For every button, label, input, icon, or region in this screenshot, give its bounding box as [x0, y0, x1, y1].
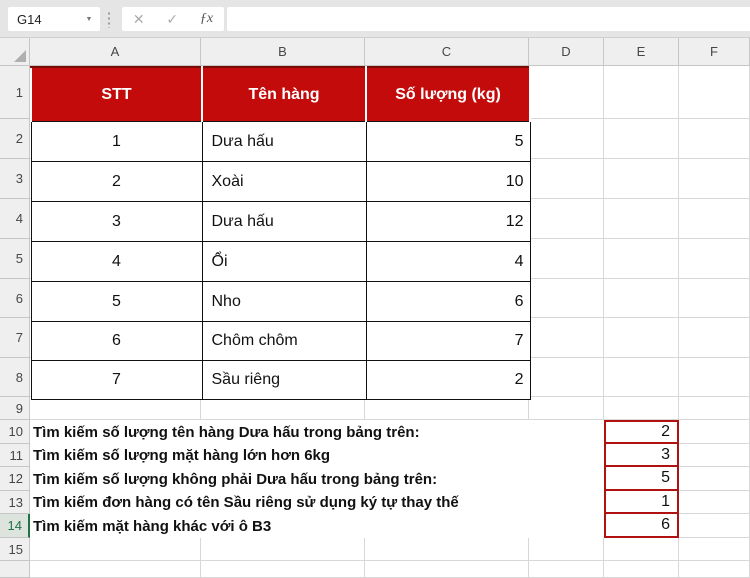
cell[interactable]	[679, 358, 750, 397]
answer-cell[interactable]: 3	[604, 442, 679, 467]
answer-cell[interactable]: 6	[604, 512, 679, 538]
row-header-9[interactable]: 9	[0, 397, 30, 420]
answer-cell[interactable]: 5	[604, 465, 679, 491]
cell[interactable]	[604, 358, 679, 397]
row-header-4[interactable]: 4	[0, 199, 30, 239]
cell[interactable]	[679, 239, 750, 279]
table-header-ten-hang[interactable]: Tên hàng	[202, 67, 366, 122]
table-cell[interactable]: 12	[366, 202, 530, 242]
column-header-e[interactable]: E	[604, 38, 679, 66]
row-header-2[interactable]: 2	[0, 119, 30, 159]
question-label[interactable]: Tìm kiếm mặt hàng khác với ô B3	[30, 514, 604, 538]
cell[interactable]	[529, 239, 604, 279]
cell[interactable]	[679, 514, 750, 538]
table-cell[interactable]: 5	[366, 122, 530, 162]
column-header-a[interactable]: A	[30, 38, 201, 66]
cell[interactable]	[365, 561, 529, 578]
cell[interactable]	[604, 538, 679, 561]
cell[interactable]	[679, 538, 750, 561]
cell[interactable]	[201, 397, 365, 420]
cell[interactable]	[679, 561, 750, 578]
answer-cell[interactable]: 1	[604, 489, 679, 514]
cell[interactable]	[679, 467, 750, 491]
cell[interactable]	[529, 199, 604, 239]
toolbar-separator-dots	[107, 11, 111, 28]
cell[interactable]	[679, 66, 750, 119]
name-box-value: G14	[17, 11, 42, 27]
column-header-c[interactable]: C	[365, 38, 529, 66]
cell[interactable]	[679, 159, 750, 199]
question-label[interactable]: Tìm kiếm đơn hàng có tên Sầu riêng sử dụng ký tự thay thế	[30, 491, 604, 514]
cell[interactable]	[604, 239, 679, 279]
cell[interactable]	[201, 538, 365, 561]
table-cell[interactable]: Ổi	[202, 242, 366, 282]
cell[interactable]	[679, 199, 750, 239]
cell[interactable]	[604, 397, 679, 420]
row-header-14[interactable]: 14	[0, 514, 30, 538]
cell[interactable]	[30, 538, 201, 561]
select-all-triangle-icon	[14, 50, 26, 62]
row-header-8[interactable]: 8	[0, 358, 30, 397]
table-row	[31, 122, 530, 162]
table-cell[interactable]: 4	[366, 242, 530, 282]
cell[interactable]	[365, 538, 529, 561]
table-cell[interactable]: Sầu riêng	[202, 361, 366, 400]
table-cell[interactable]: Dưa hấu	[202, 202, 366, 242]
formula-buttons	[122, 7, 224, 31]
question-label[interactable]: Tìm kiếm số lượng mặt hàng lớn hơn 6kg	[30, 444, 604, 467]
cell[interactable]	[365, 397, 529, 420]
row-header-13[interactable]: 13	[0, 491, 30, 514]
cell[interactable]	[604, 119, 679, 159]
table-cell[interactable]: 7	[31, 361, 202, 400]
row-header-partial[interactable]	[0, 561, 30, 578]
table-cell[interactable]: Nho	[202, 282, 366, 322]
column-header-b[interactable]: B	[201, 38, 365, 66]
question-label[interactable]: Tìm kiếm số lượng không phải Dưa hấu trong bảng trên:	[30, 467, 604, 491]
row-header-15[interactable]: 15	[0, 538, 30, 561]
cell[interactable]	[604, 159, 679, 199]
table-header-stt[interactable]: STT	[31, 67, 202, 122]
product-table	[30, 66, 531, 400]
column-header-d[interactable]: D	[529, 38, 604, 66]
cell[interactable]	[529, 561, 604, 578]
row-header-1[interactable]: 1	[0, 66, 30, 119]
table-cell[interactable]: 2	[366, 361, 530, 400]
cancel-icon[interactable]: ✕	[132, 10, 145, 27]
table-cell[interactable]: 6	[366, 282, 530, 322]
table-row	[31, 242, 530, 282]
table-cell[interactable]: 6	[31, 322, 202, 361]
table-row	[31, 162, 530, 202]
table-row	[31, 282, 530, 322]
insert-function-icon[interactable]: ƒx	[199, 11, 214, 26]
row-header-5[interactable]: 5	[0, 239, 30, 279]
table-cell[interactable]: 10	[366, 162, 530, 202]
table-header-so-luong[interactable]: Số lượng (kg)	[366, 67, 530, 122]
select-all-button[interactable]	[0, 38, 30, 66]
formula-toolbar	[0, 0, 750, 38]
row-header-12[interactable]: 12	[0, 467, 30, 491]
table-cell[interactable]: 7	[366, 322, 530, 361]
table-cell[interactable]: 1	[31, 122, 202, 162]
cell[interactable]	[529, 318, 604, 358]
table-cell[interactable]: Xoài	[202, 162, 366, 202]
table-cell[interactable]: 3	[31, 202, 202, 242]
cell[interactable]	[604, 561, 679, 578]
cell[interactable]	[30, 561, 201, 578]
cell[interactable]	[604, 199, 679, 239]
cell[interactable]	[679, 491, 750, 514]
row-header-3[interactable]: 3	[0, 159, 30, 199]
row-header-11[interactable]: 11	[0, 444, 30, 467]
table-cell[interactable]: 5	[31, 282, 202, 322]
question-label[interactable]: Tìm kiếm số lượng tên hàng Dưa hấu trong bảng trên:	[30, 420, 604, 444]
table-row	[31, 361, 530, 400]
name-box[interactable]	[8, 7, 100, 31]
cell[interactable]	[529, 66, 604, 119]
table-cell[interactable]: Chôm chôm	[202, 322, 366, 361]
cell[interactable]	[30, 397, 201, 420]
enter-icon[interactable]: ✓	[166, 10, 179, 27]
table-cell[interactable]: 2	[31, 162, 202, 202]
table-cell[interactable]: 4	[31, 242, 202, 282]
cell[interactable]	[679, 420, 750, 444]
cell[interactable]	[679, 119, 750, 159]
table-row	[31, 202, 530, 242]
cell[interactable]	[529, 397, 604, 420]
row-header-6[interactable]: 6	[0, 279, 30, 318]
column-header-f[interactable]: F	[679, 38, 750, 66]
cell[interactable]	[201, 561, 365, 578]
cell[interactable]	[679, 397, 750, 420]
table-header-row	[31, 67, 530, 122]
row-header-7[interactable]: 7	[0, 318, 30, 358]
answer-cell[interactable]: 2	[604, 420, 679, 444]
cell[interactable]	[604, 279, 679, 318]
table-cell[interactable]: Dưa hấu	[202, 122, 366, 162]
cell[interactable]	[604, 66, 679, 119]
cell[interactable]	[529, 279, 604, 318]
cell[interactable]	[604, 318, 679, 358]
row-header-10[interactable]: 10	[0, 420, 30, 444]
cell[interactable]	[529, 159, 604, 199]
chevron-down-icon[interactable]: ▼	[85, 15, 93, 23]
cell[interactable]	[529, 358, 604, 397]
table-row	[31, 322, 530, 361]
cell[interactable]	[529, 538, 604, 561]
cell[interactable]	[529, 119, 604, 159]
cell[interactable]	[679, 318, 750, 358]
cell[interactable]	[679, 444, 750, 467]
cell[interactable]	[679, 279, 750, 318]
formula-bar-input[interactable]	[227, 7, 750, 31]
